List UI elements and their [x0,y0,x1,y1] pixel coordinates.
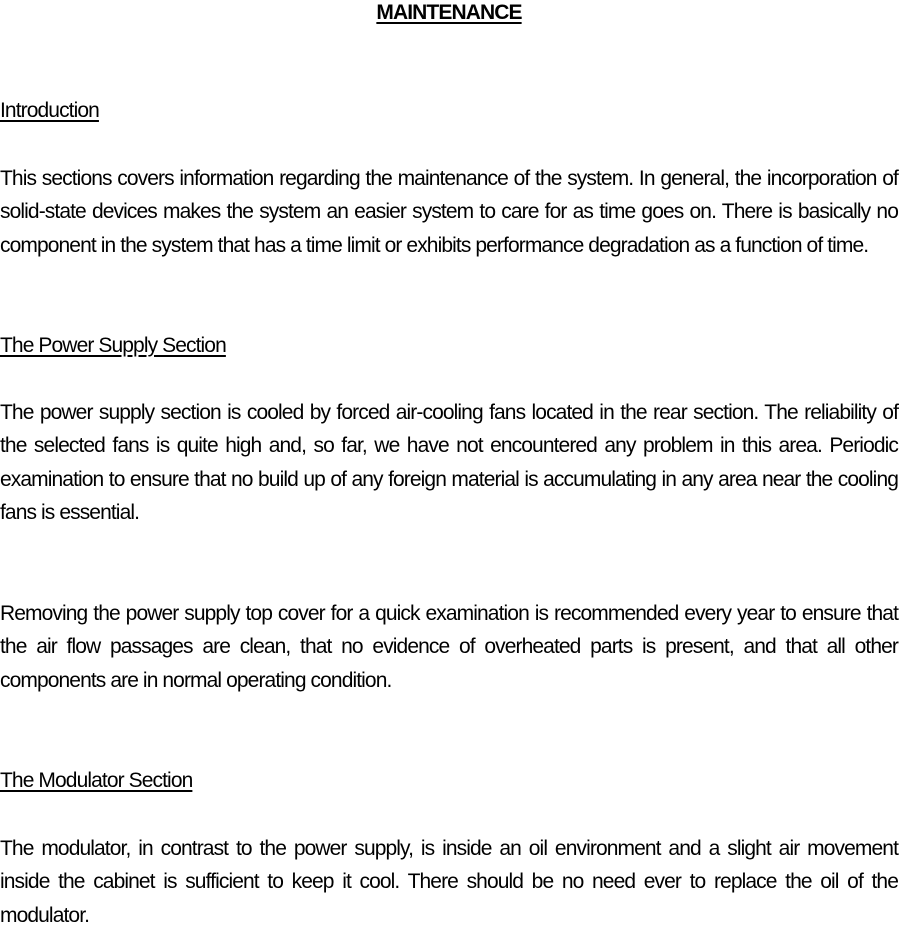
section-heading-power-supply: The Power Supply Section [0,334,226,357]
page-title: MAINTENANCE [376,1,522,24]
introduction-paragraph: This sections covers information regarding the maintenance of the system. In general, the incorporation of solid-state devices makes the system an easier system to care for as time goes on. There is basically no component in the system that has a time limit or exhibits performance degradation as a function of time. [0,167,898,257]
power-supply-paragraph-inspection: Removing the power supply top cover for a quick examination is recommended every year to ensure that the air flow passages are clean, that no evidence of overheated parts is present, and that all other components are in normal operating condition. [0,602,898,692]
modulator-paragraph: The modulator, in contrast to the power supply, is inside an oil environment and a slight air movement inside the cabinet is sufficient to keep it cool. There should be no need ever to replace the oil of the modulator. [0,837,898,927]
section-heading-introduction: Introduction [0,99,99,122]
section-heading-modulator: The Modulator Section [0,769,193,792]
power-supply-paragraph-cooling: The power supply section is cooled by forced air-cooling fans located in the rear section. The reliability of the selected fans is quite high and, so far, we have not encountered any problem in this area. Periodic examination to ensure that no build up of any foreign material is accumulating in any area near the cooling fans is essential. [0,401,898,525]
